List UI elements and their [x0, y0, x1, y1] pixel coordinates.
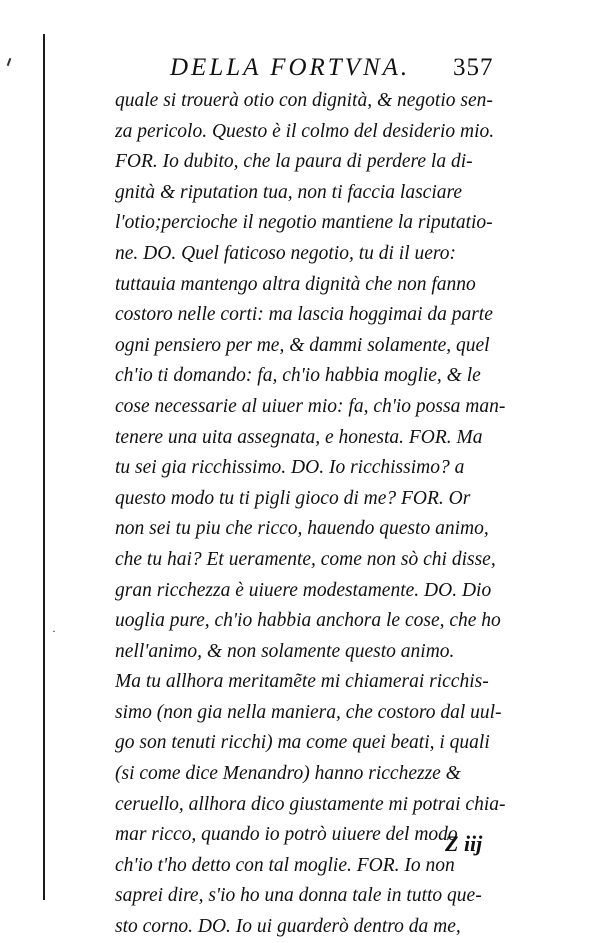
running-title: DELLA FORTVNA.: [170, 54, 411, 81]
text-line: tenere una uita assegnata, e honesta. FOR. Ma: [115, 426, 483, 448]
text-line: gran ricchezza è uiuere modestamente. DO. Dio: [115, 579, 492, 601]
text-line: quale si trouerà otio con dignità, & negotio sen-: [115, 90, 493, 111]
signature-mark: Z iij: [445, 831, 483, 856]
gutter-rule: [43, 34, 45, 900]
text-line: simo (non gia nella maniera, che costoro dal uul-: [115, 701, 502, 723]
text-line: l'otio;percioche il negotio mantiene la riputatio-: [115, 212, 493, 234]
page-number: 357: [453, 54, 494, 81]
text-line: ne. DO. Quel faticoso negotio, tu di il uero:: [115, 242, 457, 264]
text-line: questo modo tu ti pigli gioco di me? FOR. Or: [115, 487, 471, 509]
text-line: uoglia pure, ch'io habbia anchora le cose, che ho: [115, 610, 501, 632]
text-line: (si come dice Menandro) hanno ricchezze &: [115, 763, 461, 785]
text-line: saprei dire, s'io ho una donna tale in tutto que-: [115, 885, 482, 907]
text-line: ch'io t'ho detto con tal moglie. FOR. Io non: [115, 854, 455, 876]
body-text: [115, 86, 530, 943]
running-header: [170, 52, 530, 84]
margin-mark: [7, 58, 12, 66]
text-line: tuttauia mantengo altra dignità che non fanno: [115, 273, 476, 295]
text-line: ceruello, allhora dico giustamente mi potrai chia-: [115, 793, 506, 815]
text-line: ogni pensiero per me, & dammi solamente, quel: [115, 334, 490, 356]
text-line: che tu hai? Et ueramente, come non sò chi disse,: [115, 548, 496, 570]
text-line: ch'io ti domando: fa, ch'io habbia moglie, & le: [115, 365, 481, 387]
text-line: nell'animo, & non solamente questo animo.: [115, 640, 455, 662]
text-line: za pericolo. Questo è il colmo del desiderio mio.: [115, 120, 495, 142]
text-line: Ma tu allhora meritamẽte mi chiamerai ricchis-: [115, 671, 489, 693]
text-line: cose necessarie al uiuer mio: fa, ch'io possa man-: [115, 395, 506, 417]
text-line: non sei tu piu che ricco, hauendo questo animo,: [115, 518, 489, 540]
text-line: mar ricco, quando io potrò uiuere del modo: [115, 824, 458, 846]
text-line: FOR. Io dubito, che la paura di perdere la di-: [115, 151, 473, 173]
text-line: go son tenuti ricchi) ma come quei beati, i quali: [115, 732, 490, 754]
text-line: tu sei gia ricchissimo. DO. Io ricchissimo? a: [115, 457, 465, 479]
text-line: gnità & riputation tua, non ti faccia lasciare: [115, 181, 463, 203]
text-line: costoro nelle corti: ma lascia hoggimai da parte: [115, 304, 493, 326]
text-line: sto corno. DO. Io ui guarderò dentro da me,: [115, 916, 461, 938]
margin-dot: ·: [52, 624, 56, 638]
